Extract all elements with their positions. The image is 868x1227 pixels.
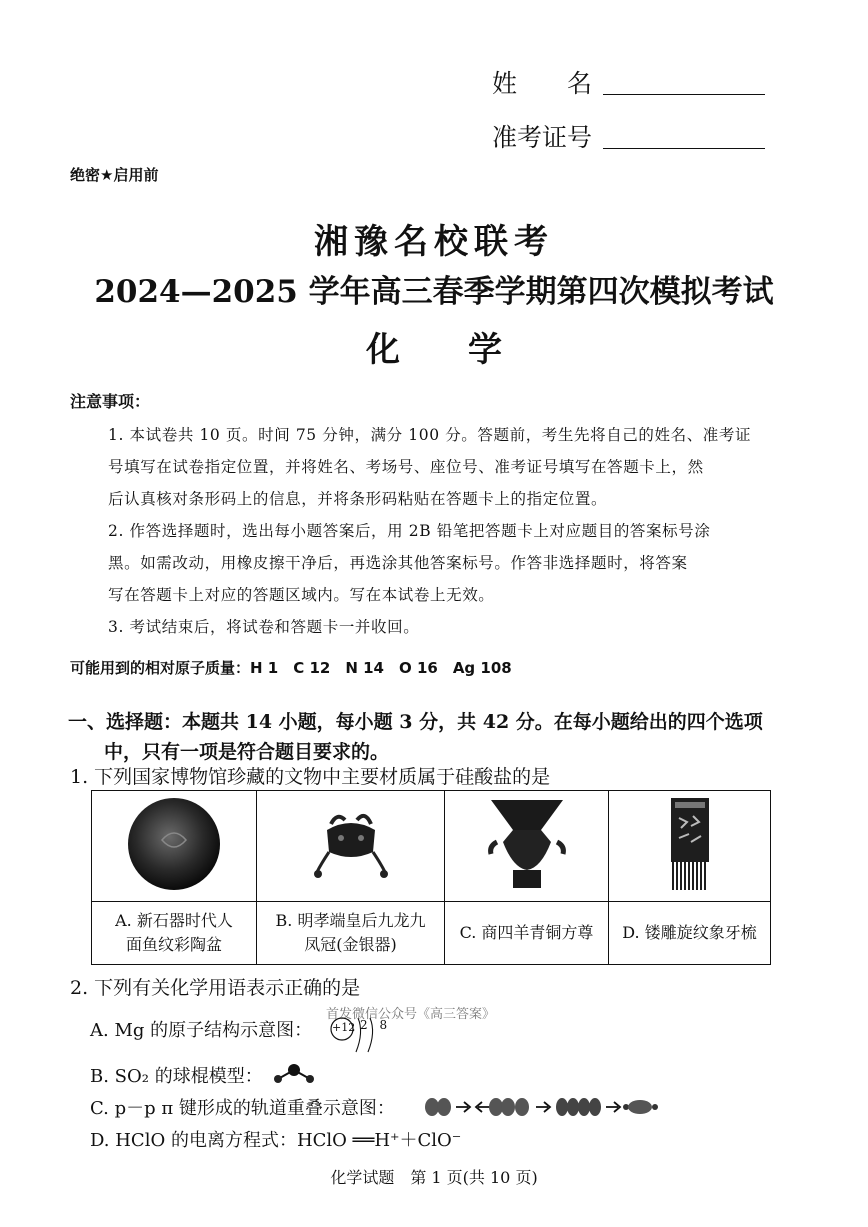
q1-option-d-line1: D. 镂雕旋纹象牙梳 bbox=[622, 923, 757, 942]
notes-heading: 注意事项： bbox=[70, 392, 151, 411]
note-line-7: 3. 考试结束后，将试卷和答题卡一并收回。 bbox=[108, 618, 420, 636]
mg-nucleus-charge: +12 bbox=[332, 1021, 356, 1034]
page-footer: 化学试题 第 1 页(共 10 页) bbox=[330, 1168, 538, 1187]
note-line-1: 1. 本试卷共 10 页。时间 75 分钟，满分 100 分。答题前，考生先将自己的姓名、准考证 bbox=[108, 426, 752, 444]
note-line-4: 2. 作答选择题时，选出每小题答案后，用 2B 铅笔把答题卡上对应题目的答案标号涂 bbox=[108, 522, 711, 540]
mg-electron-shells: 2 8 bbox=[360, 1018, 392, 1032]
q2-stem: 2. 下列有关化学用语表示正确的是 bbox=[70, 977, 361, 999]
name-label: 姓 名 bbox=[492, 69, 593, 98]
id-label: 准考证号 bbox=[492, 123, 593, 152]
q1-option-a-line1: A. 新石器时代人 bbox=[115, 911, 233, 930]
watermark: 首发微信公众号《高三答案》 bbox=[326, 1007, 496, 1022]
q1-option-d[interactable] bbox=[609, 902, 771, 965]
exam-union-title: 湘豫名校联考 bbox=[314, 222, 554, 262]
q2-option-d-label: D. HClO 的电离方程式：HClO ══H⁺＋ClO⁻ bbox=[90, 1130, 462, 1151]
q1-option-b-image-cell bbox=[257, 791, 445, 902]
q1-stem: 1. 下列国家博物馆珍藏的文物中主要材质属于硅酸盐的是 bbox=[70, 766, 551, 788]
note-line-2: 号填写在试卷指定位置，并将姓名、考场号、座位号、准考证号填写在答题卡上，然 bbox=[108, 458, 704, 476]
q1-option-a-line2: 面鱼纹彩陶盆 bbox=[125, 935, 222, 954]
q1-option-a-image-cell bbox=[92, 791, 257, 902]
bronze-zun-icon bbox=[487, 796, 567, 892]
pottery-basin-icon bbox=[124, 794, 224, 894]
q1-option-d-image-cell bbox=[609, 791, 771, 902]
note-line-6: 写在答题卡上对应的答题区域内。写在本试卷上无效。 bbox=[108, 586, 495, 604]
subject-title: 化 学 bbox=[366, 330, 502, 370]
q1-option-c-image-cell bbox=[445, 791, 609, 902]
q1-option-b-line1: B. 明孝端皇后九龙九 bbox=[275, 911, 426, 930]
orbital-overlap-icon bbox=[420, 1096, 660, 1118]
q2-option-a-label: A. Mg 的原子结构示意图： bbox=[90, 1020, 313, 1041]
note-line-3: 后认真核对条形码上的信息，并将条形码粘贴在答题卡上的指定位置。 bbox=[108, 490, 608, 508]
atomic-masses: 可能用到的相对原子质量：H 1 C 12 N 14 O 16 Ag 108 bbox=[70, 659, 512, 677]
q2-option-c-label: C. p－p π 键形成的轨道重叠示意图： bbox=[90, 1098, 395, 1119]
so2-ball-stick-icon bbox=[268, 1062, 318, 1086]
q1-option-c[interactable] bbox=[445, 902, 609, 965]
phoenix-crown-icon bbox=[311, 806, 391, 882]
exam-title: 2024—2025 学年高三春季学期第四次模拟考试 bbox=[94, 274, 774, 310]
secret-label: 绝密★启用前 bbox=[70, 166, 159, 184]
q2-option-d[interactable] bbox=[90, 1126, 461, 1152]
q2-option-b-label: B. SO₂ 的球棍模型： bbox=[90, 1066, 263, 1087]
q1-option-c-line1: C. 商四羊青铜方尊 bbox=[459, 923, 594, 942]
name-blank-line bbox=[603, 94, 765, 95]
q1-option-b-line2: 凤冠(金银器) bbox=[304, 935, 397, 954]
id-blank-line bbox=[603, 148, 765, 149]
q2-option-c[interactable] bbox=[90, 1094, 395, 1120]
q1-options-table bbox=[91, 790, 771, 965]
q2-option-a[interactable] bbox=[90, 1016, 312, 1042]
note-line-5: 黑。如需改动，用橡皮擦干净后，再选涂其他答案标号。作答非选择题时，将答案 bbox=[108, 554, 688, 572]
mg-atom-diagram bbox=[330, 1016, 390, 1056]
q1-option-b[interactable] bbox=[257, 902, 445, 965]
ivory-comb-icon bbox=[665, 796, 715, 892]
section1-instructions-line2: 中，只有一项是符合题目要求的。 bbox=[104, 741, 390, 763]
q2-option-b[interactable] bbox=[90, 1062, 263, 1088]
section1-instructions-line1: 一、选择题：本题共 14 小题，每小题 3 分，共 42 分。在每小题给出的四个选项 bbox=[68, 711, 763, 733]
q1-option-a[interactable] bbox=[92, 902, 257, 965]
